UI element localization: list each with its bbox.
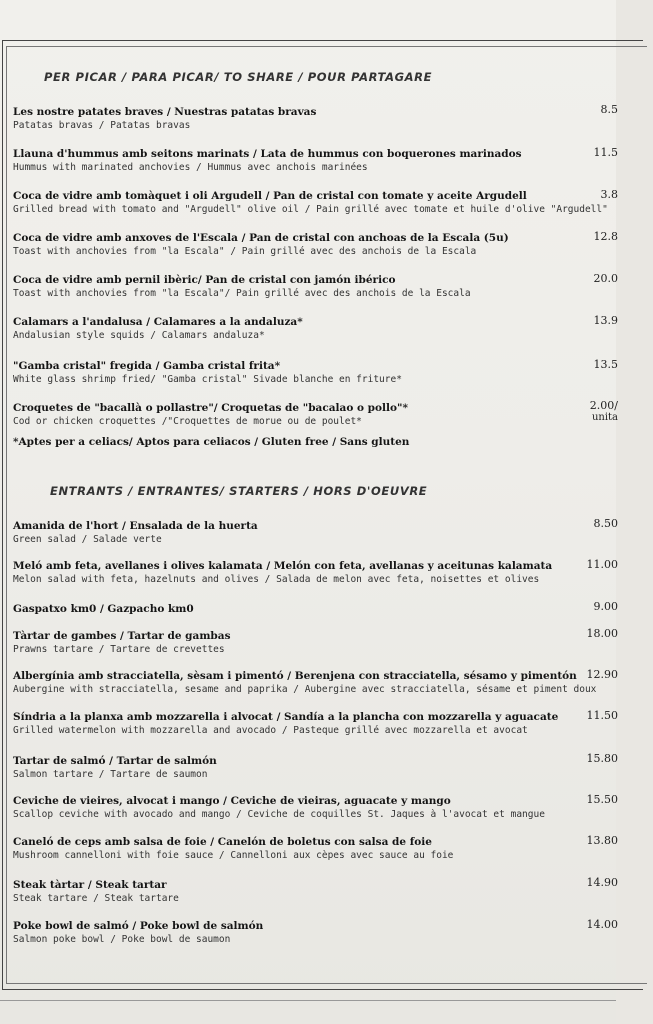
item-description: Grilled bread with tomato and "Argudell" olive oil / Pain grillé avec tomate et huile d'olive "Argudell" [13,204,608,215]
item-price: 18.00 [586,627,618,640]
menu-item [13,560,653,586]
item-name: Coca de vidre amb tomàquet i oli Argudell / Pan de cristal con tomate y aceite Argudell [13,190,527,202]
menu-item [13,520,653,546]
item-description: Hummus with marinated anchovies / Hummus avec anchois marinées [13,162,368,173]
item-description: Steak tartare / Steak tartare [13,893,179,904]
item-name: Coca de vidre amb anxoves de l'Escala / Pan de cristal con anchoas de la Escala (5u) [13,232,509,244]
item-name: Calamars a l'andalusa / Calamares a la andaluza* [13,316,303,328]
item-description: Scallop ceviche with avocado and mango / Ceviche de coquilles St. Jaques à l'avocat et mangue [13,809,545,820]
item-name: Coca de vidre amb pernil ibèric/ Pan de cristal con jamón ibérico [13,274,396,286]
item-name: Gaspatxo km0 / Gazpacho km0 [13,603,194,615]
menu-item [13,148,653,174]
item-name: Meló amb feta, avellanes i olives kalamata / Melón con feta, avellanas y aceitunas kalamata [13,560,553,572]
menu-item [13,402,653,428]
menu-item [13,920,653,946]
menu-item [13,106,653,132]
menu-item [13,232,653,258]
menu-item [13,190,653,216]
menu-item [13,711,653,737]
bottom-divider [0,1000,616,1001]
item-name: Poke bowl de salmó / Poke bowl de salmón [13,920,264,932]
menu-item [13,274,653,300]
item-price [590,399,618,423]
menu-item [13,670,653,696]
item-name: Síndria a la planxa amb mozzarella i alvocat / Sandía a la plancha con mozzarella y aguacate [13,711,559,723]
section-title-to-share: PER PICAR / PARA PICAR/ TO SHARE / POUR PARTAGARE [44,70,433,84]
item-description: Aubergine with stracciatella, sesame and paprika / Aubergine avec stracciatella, sésame et piment doux [13,684,597,695]
item-price: 13.80 [586,834,618,847]
menu-item [13,360,653,386]
item-price: 11.00 [586,558,618,571]
menu-item [13,603,653,616]
item-name: Les nostre patates braves / Nuestras patatas bravas [13,106,317,118]
item-name: Croquetes de "bacallà o pollastre"/ Croquetas de "bacalao o pollo"* [13,402,408,414]
item-description: Cod or chicken croquettes /"Croquettes de morue ou de poulet* [13,416,362,427]
item-name: Tàrtar de gambes / Tartar de gambas [13,630,231,642]
menu-item [13,755,653,781]
gluten-free-note: *Aptes per a celiacs/ Aptos para celiacos / Gluten free / Sans gluten [13,436,410,448]
item-price: 20.0 [593,272,618,285]
item-name: Tartar de salmó / Tartar de salmón [13,755,217,767]
item-price: 12.8 [593,230,618,243]
item-price: 14.90 [586,876,618,889]
menu-item [13,836,653,862]
item-description: Mushroom cannelloni with foie sauce / Cannelloni aux cèpes avec sauce au foie [13,850,454,861]
item-price: 13.5 [593,358,618,371]
item-description: Toast with anchovies from "la Escala"/ Pain grillé avec des anchois de la Escala [13,288,471,299]
item-description: Grilled watermelon with mozzarella and avocado / Pasteque grillé avec mozzarella et avocat [13,725,528,736]
item-name: Steak tàrtar / Steak tartar [13,879,167,891]
item-price: 3.8 [600,188,618,201]
menu-item [13,795,653,821]
item-price: 14.00 [586,918,618,931]
item-price: 13.9 [593,314,618,327]
item-description: Prawns tartare / Tartare de crevettes [13,644,225,655]
item-name: Caneló de ceps amb salsa de foie / Canelón de boletus con salsa de foie [13,836,432,848]
item-price: 8.50 [593,517,618,530]
menu-item [13,630,653,656]
item-price: 15.80 [586,752,618,765]
item-description: Andalusian style squids / Calamars andaluza* [13,330,265,341]
item-description: Melon salad with feta, hazelnuts and olives / Salada de melon avec feta, noisettes et olives [13,574,540,585]
item-description: White glass shrimp fried/ "Gamba cristal" Sivade blanche en friture* [13,374,402,385]
item-description: Salmon poke bowl / Poke bowl de saumon [13,934,231,945]
item-description: Patatas bravas / Patatas bravas [13,120,191,131]
item-price: 15.50 [586,793,618,806]
item-price: 8.5 [600,103,618,116]
menu-item [13,879,653,905]
item-price: 12.90 [586,668,618,681]
item-name: Ceviche de vieires, alvocat i mango / Ceviche de vieiras, aguacate y mango [13,795,451,807]
item-name: Albergínia amb stracciatella, sèsam i pimentó / Berenjena con stracciatella, sésamo y pimentón [13,670,577,682]
item-description: Toast with anchovies from "la Escala" / Pain grillé avec des anchois de la Escala [13,246,477,257]
item-name: Llauna d'hummus amb seitons marinats / Lata de hummus con boquerones marinados [13,148,522,160]
item-price: 11.50 [586,709,618,722]
item-name: Amanida de l'hort / Ensalada de la huerta [13,520,258,532]
item-price: 9.00 [593,600,618,613]
item-name: "Gamba cristal" fregida / Gamba cristal frita* [13,360,281,372]
item-price-unit: unita [591,412,618,423]
item-description: Salmon tartare / Tartare de saumon [13,769,208,780]
item-description: Green salad / Salade verte [13,534,162,545]
item-price-value: 2.00/ [589,399,618,412]
section-title-starters: ENTRANTS / ENTRANTES/ STARTERS / HORS D'OEUVRE [50,484,428,498]
menu-item [13,316,653,342]
item-price: 11.5 [593,146,618,159]
